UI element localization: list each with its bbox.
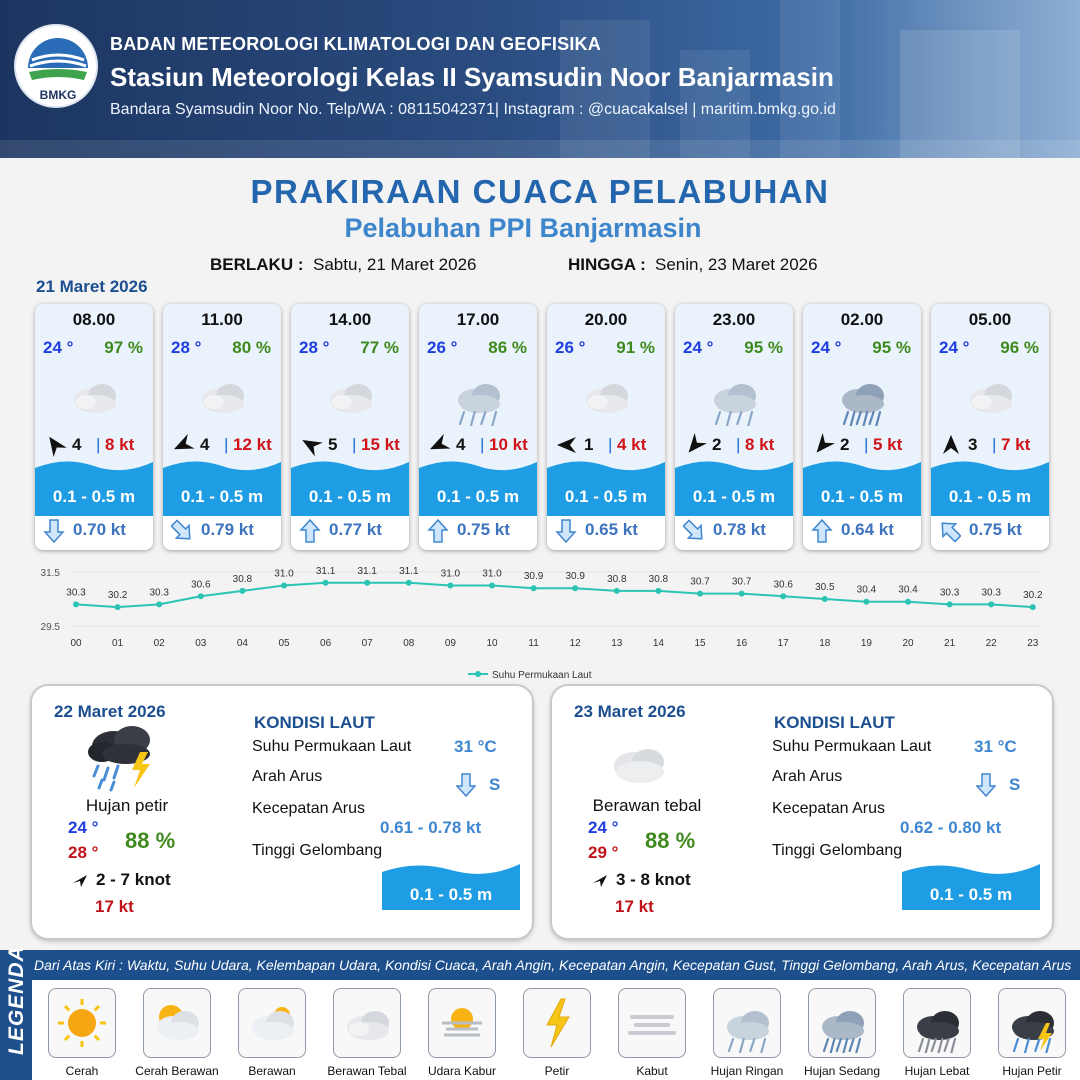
sst-data-label: 30.8 [232, 573, 253, 585]
sst-data-label: 30.8 [607, 573, 627, 585]
sst-data-point [822, 596, 828, 602]
wind-direction-arrow-icon [70, 870, 90, 890]
card-current-speed: 0.70 kt [73, 520, 126, 539]
legend-label: Cerah [65, 1064, 99, 1078]
sst-data-label: 31.0 [274, 568, 294, 580]
sst-data-point [198, 593, 204, 599]
current-direction-arrow-icon [43, 518, 65, 544]
sst-data-point [697, 591, 703, 597]
sst-data-point [531, 585, 537, 591]
sst-data-label: 31.1 [357, 566, 377, 577]
legend-label: Udara Kabur [427, 1064, 497, 1078]
card-temperature: 24 ° [683, 338, 714, 357]
day2-current-direction: S [489, 775, 501, 794]
bmkg-logo [14, 24, 98, 108]
sst-data-label: 30.2 [1023, 590, 1043, 602]
sst-data-label: 30.9 [523, 571, 544, 583]
legend-title: LEGENDA [5, 945, 28, 1055]
legend-label: Petir [544, 1064, 570, 1078]
day3-sst: 31 °C [974, 737, 1017, 756]
hujan-petir-icon [1002, 993, 1062, 1053]
card-wind-speed: 3 [968, 435, 978, 454]
sst-label: Suhu Permukaan Laut [252, 738, 412, 755]
sst-data-label: 30.7 [690, 576, 710, 588]
legend-item [606, 980, 696, 1080]
card-wind-speed: 4 [200, 435, 210, 454]
card-humidity: 95 % [872, 338, 911, 357]
sst-data-label: 31.0 [440, 568, 461, 580]
card-wave-height: 0.1 - 0.5 m [436, 487, 520, 506]
valid-to-date: Senin, 23 Maret 2026 [655, 255, 818, 274]
day3-gust: 17 kt [615, 897, 654, 916]
day3-panel [552, 686, 1052, 938]
separator: | [96, 435, 101, 454]
card-current-speed: 0.78 kt [713, 520, 766, 539]
day3-current-speed: 0.62 - 0.80 kt [900, 818, 1002, 837]
day2-temp-min: 24 ° [68, 818, 99, 837]
forecast-card [35, 304, 153, 550]
day2-condition: Hujan petir [85, 796, 169, 815]
sst-label: Suhu Permukaan Laut [772, 738, 932, 755]
card-time: 20.00 [584, 310, 628, 329]
legend-item [986, 980, 1076, 1080]
card-gust: 4 kt [617, 435, 647, 454]
kabut-icon [622, 993, 682, 1053]
card-wave-height: 0.1 - 0.5 m [180, 487, 264, 506]
legend-item [511, 980, 601, 1080]
legend-icons [32, 980, 1080, 1080]
x-tick-label: 11 [528, 638, 539, 649]
sst-data-point [1030, 604, 1036, 610]
sst-data-label: 31.1 [315, 566, 336, 577]
cerah-berawan-icon [147, 993, 207, 1053]
y-tick-label: 29.5 [40, 622, 60, 633]
card-humidity: 77 % [360, 338, 399, 357]
x-tick-label: 04 [236, 638, 248, 649]
page-title: PRAKIRAAN CUACA PELABUHAN [250, 173, 830, 210]
x-tick-label: 21 [944, 638, 956, 649]
sst-data-label: 31.1 [399, 566, 419, 577]
current-direction-arrow-icon [299, 518, 321, 544]
logo-text: BMKG [39, 88, 77, 102]
day3-wind-speed: 3 - 8 knot [616, 870, 691, 889]
x-tick-label: 08 [403, 638, 415, 649]
sst-data-point [572, 585, 578, 591]
x-tick-label: 00 [70, 638, 82, 649]
chart-legend-label: Suhu Permukaan Laut [492, 670, 592, 681]
current-direction-arrow-icon [939, 518, 961, 544]
card-time: 05.00 [968, 310, 1012, 329]
x-tick-label: 19 [860, 638, 872, 649]
x-tick-label: 20 [902, 638, 914, 649]
card-temperature: 26 ° [427, 338, 458, 357]
card-gust: 12 kt [233, 435, 272, 454]
valid-from-date: Sabtu, 21 Maret 2026 [313, 255, 477, 274]
legend-label: Hujan Lebat [904, 1064, 970, 1078]
legend-label: Berawan Tebal [327, 1064, 407, 1078]
card-temperature: 24 ° [43, 338, 74, 357]
separator: | [608, 435, 613, 454]
sst-data-point [156, 601, 162, 607]
card-gust: 5 kt [873, 435, 903, 454]
current-direction-arrow-icon [555, 518, 577, 544]
sst-data-label: 30.5 [815, 582, 835, 593]
card-current-speed: 0.64 kt [841, 520, 894, 539]
forecast-card [163, 304, 281, 550]
port-name: Pelabuhan PPI Banjarmasin [344, 213, 702, 243]
forecast-card [675, 304, 793, 550]
x-tick-label: 07 [361, 638, 373, 649]
legend-item [321, 980, 411, 1080]
x-tick-label: 06 [320, 638, 332, 649]
sst-data-point [73, 601, 79, 607]
sst-data-point [115, 604, 121, 610]
hujan-lebat-icon [907, 993, 967, 1053]
separator: | [224, 435, 229, 454]
legend-description: Dari Atas Kiri : Waktu, Suhu Udara, Kelembapan Udara, Kondisi Cuaca, Arah Angin, Kecepatan Angin, Kecepatan Gust, Tinggi Gelombang, Arah Arus, Kecepatan Arus [34, 957, 1072, 973]
sst-data-label: 31.0 [482, 568, 502, 580]
current-direction-arrow-icon [171, 518, 193, 544]
card-humidity: 91 % [616, 338, 655, 357]
day3-wave-height: 0.1 - 0.5 m [929, 885, 1013, 904]
x-tick-label: 12 [569, 638, 581, 649]
valid-to-label: HINGGA : [568, 255, 646, 274]
day3-date: 23 Maret 2026 [574, 702, 686, 721]
current-direction-arrow-icon [811, 518, 833, 544]
wave-height-label: Tinggi Gelombang [772, 842, 903, 859]
card-current-speed: 0.75 kt [457, 520, 510, 539]
card-wave-height: 0.1 - 0.5 m [564, 487, 648, 506]
sst-data-point [988, 601, 994, 607]
current-direction-down-icon [456, 772, 476, 798]
separator: | [352, 435, 357, 454]
sst-data-point [447, 583, 453, 589]
x-tick-label: 15 [694, 638, 706, 649]
legend-label: Cerah Berawan [135, 1064, 219, 1078]
sst-data-label: 30.3 [939, 587, 960, 599]
day3-humidity: 88 % [645, 828, 696, 853]
card-current-speed: 0.77 kt [329, 520, 382, 539]
card-time: 08.00 [72, 310, 116, 329]
separator: | [864, 435, 869, 454]
card-current-speed: 0.65 kt [585, 520, 638, 539]
sst-data-label: 30.2 [107, 590, 128, 602]
day2-wave-height: 0.1 - 0.5 m [409, 885, 493, 904]
sst-data-point [863, 599, 869, 605]
card-temperature: 26 ° [555, 338, 586, 357]
separator: | [480, 435, 485, 454]
legend-label: Berawan [248, 1064, 296, 1078]
berawan-tebal-icon [960, 366, 1020, 426]
current-direction-arrow-icon [427, 518, 449, 544]
x-tick-label: 05 [278, 638, 290, 649]
legend-marker [475, 671, 481, 677]
sst-data-point [239, 588, 245, 594]
x-tick-label: 02 [153, 638, 165, 649]
berawan-icon [242, 993, 302, 1053]
day2-gust: 17 kt [95, 897, 134, 916]
sst-data-point [780, 593, 786, 599]
card-wind-speed: 2 [840, 435, 850, 454]
day3-condition: Berawan tebal [592, 796, 702, 815]
legend-item [131, 980, 221, 1080]
card-wave-height: 0.1 - 0.5 m [948, 487, 1032, 506]
forecast-card [803, 304, 921, 550]
card-time: 23.00 [712, 310, 756, 329]
x-tick-label: 10 [486, 638, 498, 649]
x-tick-label: 09 [444, 638, 456, 649]
organization-name: BADAN METEOROLOGI KLIMATOLOGI DAN GEOFISIKA [110, 34, 601, 54]
card-temperature: 28 ° [171, 338, 202, 357]
day2-temp-max: 28 ° [68, 843, 99, 862]
x-tick-label: 16 [736, 638, 748, 649]
berawan-tebal-icon [192, 366, 252, 426]
card-gust: 8 kt [105, 435, 135, 454]
card-current-speed: 0.79 kt [201, 520, 254, 539]
sst-data-label: 30.4 [856, 584, 877, 596]
card-wind-speed: 1 [584, 435, 594, 454]
card-humidity: 86 % [488, 338, 527, 357]
day2-date: 22 Maret 2026 [54, 702, 166, 721]
station-name: Stasiun Meteorologi Kelas II Syamsudin Noor Banjarmasin [110, 62, 834, 92]
station-contact: Bandara Syamsudin Noor No. Telp/WA : 08115042371| Instagram : @cuacakalsel | maritim.bmkg.go.id [110, 101, 836, 118]
current-speed-label: Kecepatan Arus [772, 800, 885, 817]
card-time: 17.00 [456, 310, 500, 329]
sst-data-label: 30.3 [149, 587, 169, 599]
legend-item [226, 980, 316, 1080]
card-temperature: 24 ° [939, 338, 970, 357]
day3-current-direction: S [1009, 775, 1021, 794]
card-wind-speed: 4 [72, 435, 82, 454]
sst-data-point [281, 583, 287, 589]
sst-data-point [406, 580, 412, 586]
card-wave-height: 0.1 - 0.5 m [692, 487, 776, 506]
card-gust: 15 kt [361, 435, 400, 454]
forecast-card [419, 304, 537, 550]
sst-data-label: 30.7 [731, 576, 752, 588]
wave-height-label: Tinggi Gelombang [252, 842, 383, 859]
x-tick-label: 13 [611, 638, 623, 649]
card-wave-height: 0.1 - 0.5 m [820, 487, 904, 506]
sst-data-label: 30.9 [565, 571, 585, 583]
card-temperature: 24 ° [811, 338, 842, 357]
legend-label: Hujan Petir [1002, 1064, 1062, 1078]
card-gust: 10 kt [489, 435, 528, 454]
card-humidity: 95 % [744, 338, 783, 357]
hujan-sedang-icon [812, 993, 872, 1053]
cerah-icon [52, 993, 112, 1053]
sst-data-point [614, 588, 620, 594]
sst-data-label: 30.6 [191, 579, 211, 591]
card-wave-height: 0.1 - 0.5 m [52, 487, 136, 506]
card-wind-speed: 4 [456, 435, 466, 454]
udara-kabur-icon [432, 993, 492, 1053]
sea-surface-temperature-chart [30, 566, 1050, 684]
sea-condition-title: KONDISI LAUT [254, 713, 375, 732]
x-tick-label: 03 [195, 638, 207, 649]
forecast-card [931, 304, 1049, 550]
day3-temp-min: 24 ° [588, 818, 619, 837]
sst-data-label: 30.3 [66, 587, 86, 599]
sst-data-label: 30.4 [898, 584, 918, 596]
sea-condition-title: KONDISI LAUT [774, 713, 895, 732]
day1-date: 21 Maret 2026 [36, 277, 148, 296]
separator: | [992, 435, 997, 454]
card-gust: 7 kt [1001, 435, 1031, 454]
card-time: 02.00 [840, 310, 884, 329]
day3-temp-max: 29 ° [588, 843, 619, 862]
legend-item [416, 980, 506, 1080]
y-tick-label: 31.5 [40, 568, 60, 579]
sst-series-line [76, 583, 1033, 607]
valid-from-label: BERLAKU : [210, 255, 304, 274]
legend-item [701, 980, 791, 1080]
x-tick-label: 23 [1027, 638, 1039, 649]
card-wind-speed: 5 [328, 435, 338, 454]
card-humidity: 97 % [104, 338, 143, 357]
sst-data-label: 30.8 [648, 573, 669, 585]
current-direction-arrow-icon [683, 518, 705, 544]
day2-wind-speed: 2 - 7 knot [96, 870, 171, 889]
day2-current-speed: 0.61 - 0.78 kt [380, 818, 482, 837]
separator: | [736, 435, 741, 454]
hujan-ringan-icon [448, 366, 508, 426]
sst-data-point [323, 580, 329, 586]
berawan-tebal-icon [576, 366, 636, 426]
legend-item [891, 980, 981, 1080]
current-speed-label: Kecepatan Arus [252, 800, 365, 817]
card-humidity: 80 % [232, 338, 271, 357]
petir-icon [527, 993, 587, 1053]
berawan-tebal-icon [320, 366, 380, 426]
current-direction-down-icon [976, 772, 996, 798]
x-tick-label: 01 [112, 638, 124, 649]
sst-data-label: 30.6 [773, 579, 793, 591]
legend-label: Hujan Sedang [803, 1064, 881, 1078]
card-time: 14.00 [328, 310, 372, 329]
sst-data-point [739, 591, 745, 597]
legend-item [796, 980, 886, 1080]
berawan-tebal-icon [337, 993, 397, 1053]
card-time: 11.00 [201, 310, 243, 329]
card-gust: 8 kt [745, 435, 775, 454]
current-direction-label: Arah Arus [252, 768, 323, 785]
forecast-card [291, 304, 409, 550]
day2-sst: 31 °C [454, 737, 497, 756]
sst-data-point [489, 583, 495, 589]
legend-label: Hujan Ringan [710, 1064, 784, 1078]
card-current-speed: 0.75 kt [969, 520, 1022, 539]
day2-panel [32, 686, 532, 938]
berawan-tebal-icon [64, 366, 124, 426]
sst-data-point [947, 601, 953, 607]
x-tick-label: 17 [777, 638, 789, 649]
hujan-ringan-icon [704, 366, 764, 426]
legend-item [36, 980, 126, 1080]
forecast-card [547, 304, 665, 550]
sst-data-label: 30.3 [981, 587, 1001, 599]
day2-humidity: 88 % [125, 828, 176, 853]
x-tick-label: 22 [985, 638, 997, 649]
hujan-ringan-icon [717, 993, 777, 1053]
legend-label: Kabut [636, 1064, 668, 1078]
card-temperature: 28 ° [299, 338, 330, 357]
card-wave-height: 0.1 - 0.5 m [308, 487, 392, 506]
wind-direction-arrow-icon [590, 870, 610, 890]
berawan-tebal-icon [596, 732, 686, 802]
hujan-sedang-icon [832, 366, 892, 426]
sst-data-point [905, 599, 911, 605]
x-tick-label: 14 [652, 638, 664, 649]
x-tick-label: 18 [819, 638, 831, 649]
card-humidity: 96 % [1000, 338, 1039, 357]
sst-data-point [655, 588, 661, 594]
sst-data-point [364, 580, 370, 586]
current-direction-label: Arah Arus [772, 768, 843, 785]
hujan-petir-icon [78, 722, 168, 792]
card-wind-speed: 2 [712, 435, 722, 454]
